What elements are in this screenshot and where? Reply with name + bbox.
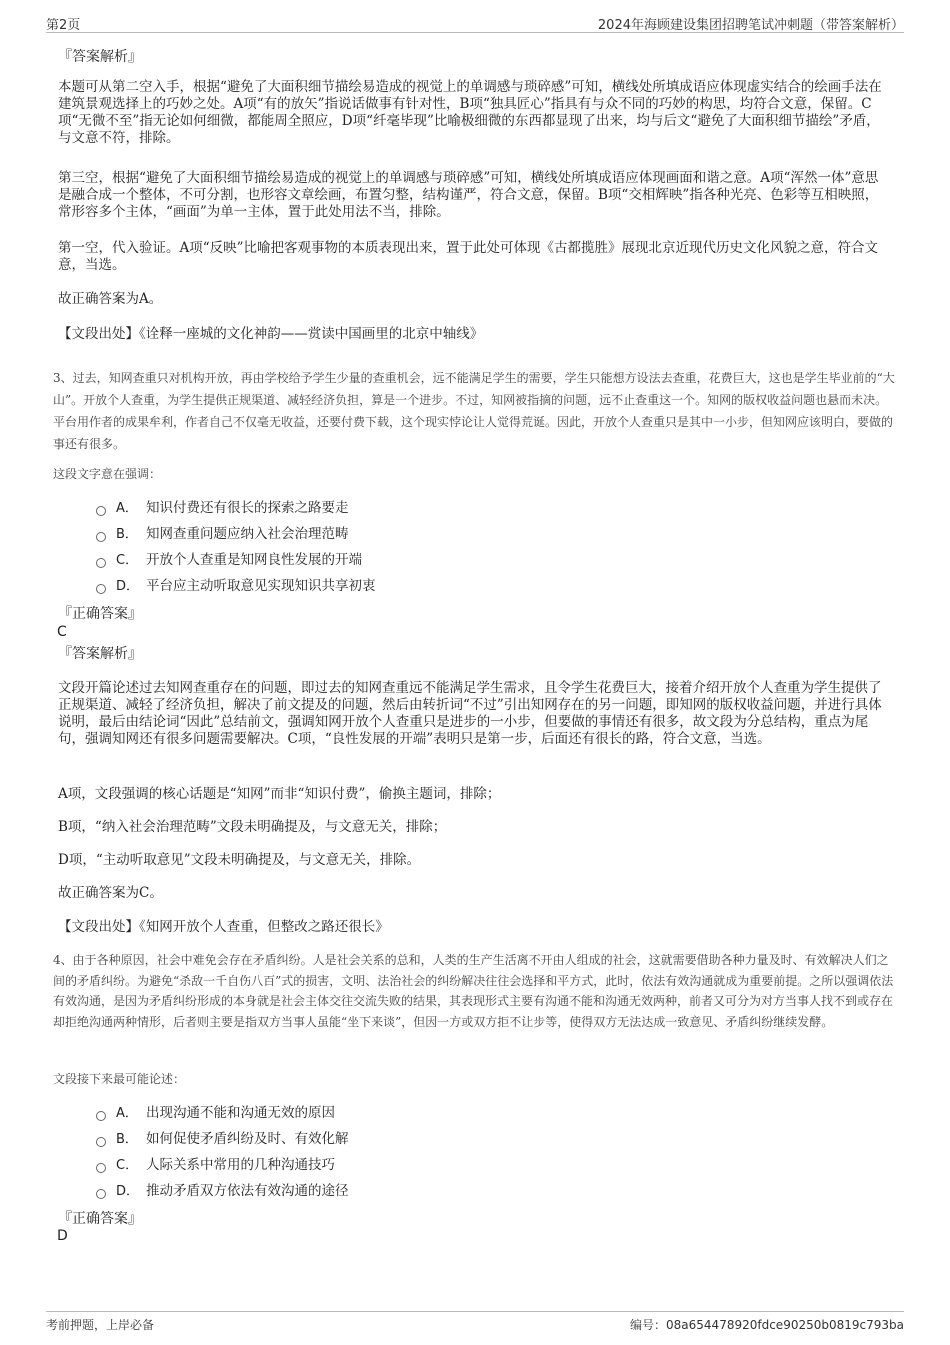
option-b[interactable]: B． 如何促使矛盾纠纷及时、有效化解: [96, 1130, 349, 1149]
analysis-paragraph: 本题可从第二空入手，根据“避免了大面积细节描绘易造成的视觉上的单调感与琐碎感”可知，横线处所填成语应体现虚实结合的绘画手法在建筑景观选择上的巧妙之处。A项“有的放矢”指说话做事有针对性，B项“独具匠心”指具有与众不同的巧妙的构思，均符合文意，保留。C项“无微不至”指无论如何细微，都能周全照应，D项“纤毫毕现”比喻极细微的东西都显现了出来，均与后文“避免了大面积细节描绘”矛盾，与文意不符，排除。: [58, 79, 882, 146]
analysis-paragraph: 文段开篇论述过去知网查重存在的问题，即过去的知网查重远不能满足学生需求，且令学生花费巨大，接着介绍开放个人查重为学生提供了正规渠道、减轻了经济负担，解决了前文提及的问题，然后由转折词“不过”引出知网存在的另一问题，即知网的版权收益问题，并进行具体说明，最后由结论词“因此”总结前文，强调知网开放个人查重只是进步的一小步，但要做的事情还有很多，故文段为分总结构，重点为尾句，强调知网还有很多问题需要解决。C项，“良性发展的开端”表明只是第一步，后面还有很长的路，符合文意，当选。: [58, 680, 882, 747]
radio-icon[interactable]: [96, 1163, 106, 1173]
analysis-paragraph: 第一空，代入验证。A项“反映”比喻把客观事物的本质表现出来，置于此处可体现《古都揽胜》展现北京近现代历史文化风貌之意，符合文意，当选。: [58, 240, 879, 273]
document-id: 编号：08a654478920fdce90250b0819c793ba: [630, 1318, 904, 1332]
radio-icon[interactable]: [96, 1111, 106, 1121]
answer-conclusion: 故正确答案为A。: [58, 291, 163, 307]
analysis-paragraph: A项，文段强调的核心话题是“知网”而非“知识付费”，偷换主题词，排除；: [58, 786, 501, 802]
radio-icon[interactable]: [96, 584, 106, 594]
radio-icon[interactable]: [96, 558, 106, 568]
footer-slogan: 考前押题，上岸必备: [46, 1318, 155, 1332]
radio-icon[interactable]: [96, 532, 106, 542]
question-3-prompt: 这段文字意在强调：: [53, 467, 162, 481]
page-header: [46, 10, 904, 33]
option-c[interactable]: C． 人际关系中常用的几种沟通技巧: [96, 1156, 335, 1175]
radio-icon[interactable]: [96, 506, 106, 516]
question-3-text: 3、过去，知网查重只对机构开放，再由学校给予学生少量的查重机会，远不能满足学生的需要，学生只能想方设法去查重，花费巨大，这也是学生毕业前的“大山”。开放个人查重，为学生提供正规渠道、减轻经济负担，算是一个进步。不过，知网被指摘的问题，远不止查重这一个。知网的版权收益问题也悬而未决。平台用作者的成果牟利，作者自己不仅毫无收益，还要付费下载，这个现实悖论让人觉得荒诞。因此，开放个人查重只是其中一小步，但知网应该明白，要做的事还有很多。: [53, 371, 895, 451]
correct-answer: C: [57, 624, 67, 640]
option-a[interactable]: A． 知识付费还有很长的探索之路要走: [96, 499, 349, 518]
radio-icon[interactable]: [96, 1137, 106, 1147]
analysis-paragraph: D项，“主动听取意见”文段未明确提及，与文意无关，排除。: [58, 852, 421, 868]
question-4-prompt: 文段接下来最可能论述：: [53, 1072, 186, 1086]
source-citation: 【文段出处】《诠释一座城的文化神韵——赏读中国画里的北京中轴线》: [58, 326, 484, 342]
option-c[interactable]: C． 开放个人查重是知网良性发展的开端: [96, 551, 362, 570]
page-number: 第2页: [46, 18, 81, 33]
option-b[interactable]: B． 知网查重问题应纳入社会治理范畴: [96, 525, 349, 544]
correct-answer: D: [57, 1228, 68, 1244]
analysis-paragraph: B项，“纳入社会治理范畴”文段未明确提及，与文意无关，排除；: [58, 819, 447, 835]
answer-conclusion: 故正确答案为C。: [58, 885, 163, 901]
source-citation: 【文段出处】《知网开放个人查重，但整改之路还很长》: [58, 919, 389, 935]
analysis-label: 『答案解析』: [58, 49, 142, 65]
radio-icon[interactable]: [96, 1189, 106, 1199]
page-footer: [46, 1311, 904, 1334]
option-d[interactable]: D． 推动矛盾双方依法有效沟通的途径: [96, 1182, 349, 1201]
correct-answer-label: 『正确答案』: [58, 1211, 142, 1227]
analysis-paragraph: 第三空，根据“避免了大面积细节描绘易造成的视觉上的单调感与琐碎感”可知，横线处所填成语应体现画面和谐之意。A项“浑然一体”意思是融合成一个整体，不可分割，也形容文章绘画，布置匀整，结构谨严，符合文意，保留。B项“交相辉映”指各种光亮、色彩等互相映照，常形容多个主体，“画面”为单一主体，置于此处用法不当，排除。: [58, 170, 879, 220]
option-a[interactable]: A． 出现沟通不能和沟通无效的原因: [96, 1104, 335, 1123]
question-4-text: 4、由于各种原因，社会中难免会存在矛盾纠纷。人是社会关系的总和，人类的生产生活离不开由人组成的社会，这就需要借助各种力量及时、有效解决人们之间的矛盾纠纷。为避免“杀敌一千自伤八百”式的损害，文明、法治社会的纠纷解决往往会选择和平方式，此时，依法有效沟通就成为重要前提。之所以强调依法有效沟通，是因为矛盾纠纷形成的本身就是社会主体交往交流失败的结果，其表现形式主要有沟通不能和沟通无效两种，前者又可分为对方当事人找不到或存在却拒绝沟通两种情形，后者则主要是指双方当事人虽能“坐下来谈”，但因一方或双方拒不让步等，使得双方无法达成一致意见、矛盾纠纷继续发酵。: [53, 953, 894, 1029]
document-title: 2024年海顾建设集团招聘笔试冲刺题（带答案解析）: [597, 18, 904, 33]
option-d[interactable]: D． 平台应主动听取意见实现知识共享初衷: [96, 577, 376, 596]
correct-answer-label: 『正确答案』: [58, 606, 142, 622]
analysis-label: 『答案解析』: [58, 646, 142, 662]
